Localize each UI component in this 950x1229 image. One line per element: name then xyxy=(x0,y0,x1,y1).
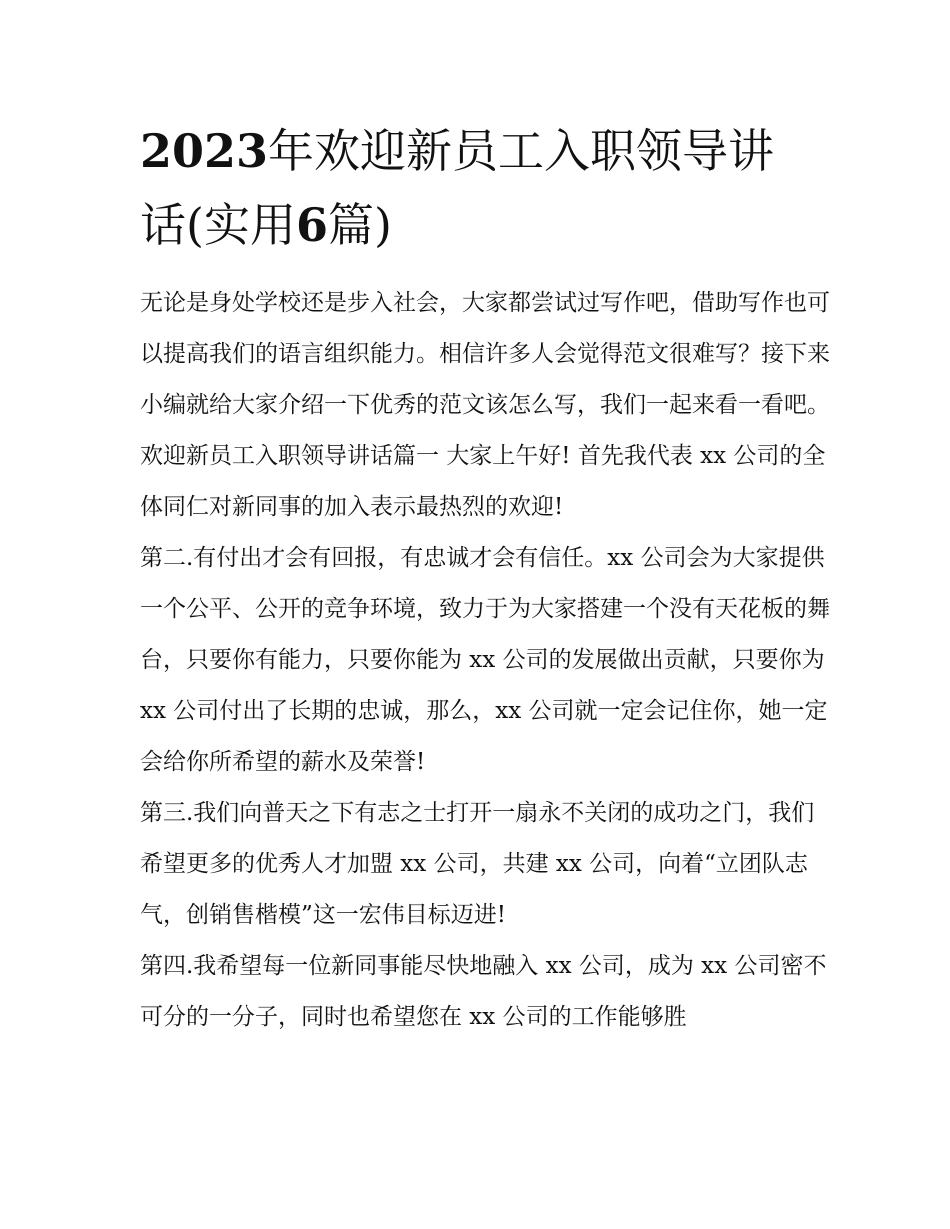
title-year: 2023 xyxy=(140,124,269,178)
document-body xyxy=(140,278,830,1043)
title-suffix: 篇) xyxy=(327,198,392,252)
speech-opening-paragraph: 欢迎新员工入职领导讲话篇一 大家上午好! 首先我代表 xx 公司的全体同仁对新同事的加入表示最热烈的欢迎! xyxy=(140,443,826,520)
point-four-paragraph: 第四.我希望每一位新同事能尽快地融入 xx 公司，成为 xx 公司密不可分的一分子，同时也希望您在 xx 公司的工作能够胜 xyxy=(140,953,827,1030)
point-two-paragraph: 第二.有付出才会有回报，有忠诚才会有信任。xx 公司会为大家提供一个公平、公开的竞争环境，致力于为大家搭建一个没有天花板的舞台，只要你有能力，只要你能为 xx 公司的发展做出贡献，只要你为 xx 公司付出了长期的忠诚，那么，xx 公司就一定会记住你，她一定会给你所希望的薪水及荣誉! xyxy=(140,545,830,775)
title-text: 年欢迎新员工入职领导讲话(实用 xyxy=(140,124,775,252)
title-count: 6 xyxy=(295,198,328,252)
intro-paragraph: 无论是身处学校还是步入社会，大家都尝试过写作吧，借助写作也可以提高我们的语言组织能力。相信许多人会觉得范文很难写？接下来小编就给大家介绍一下优秀的范文该怎么写，我们一起来看一看吧。 xyxy=(140,290,830,418)
document-title xyxy=(140,114,820,262)
point-three-paragraph: 第三.我们向普天之下有志之士打开一扇永不关闭的成功之门，我们希望更多的优秀人才加盟 xx 公司，共建 xx 公司，向着“立团队志气，创销售楷模”这一宏伟目标迈进! xyxy=(140,800,815,928)
